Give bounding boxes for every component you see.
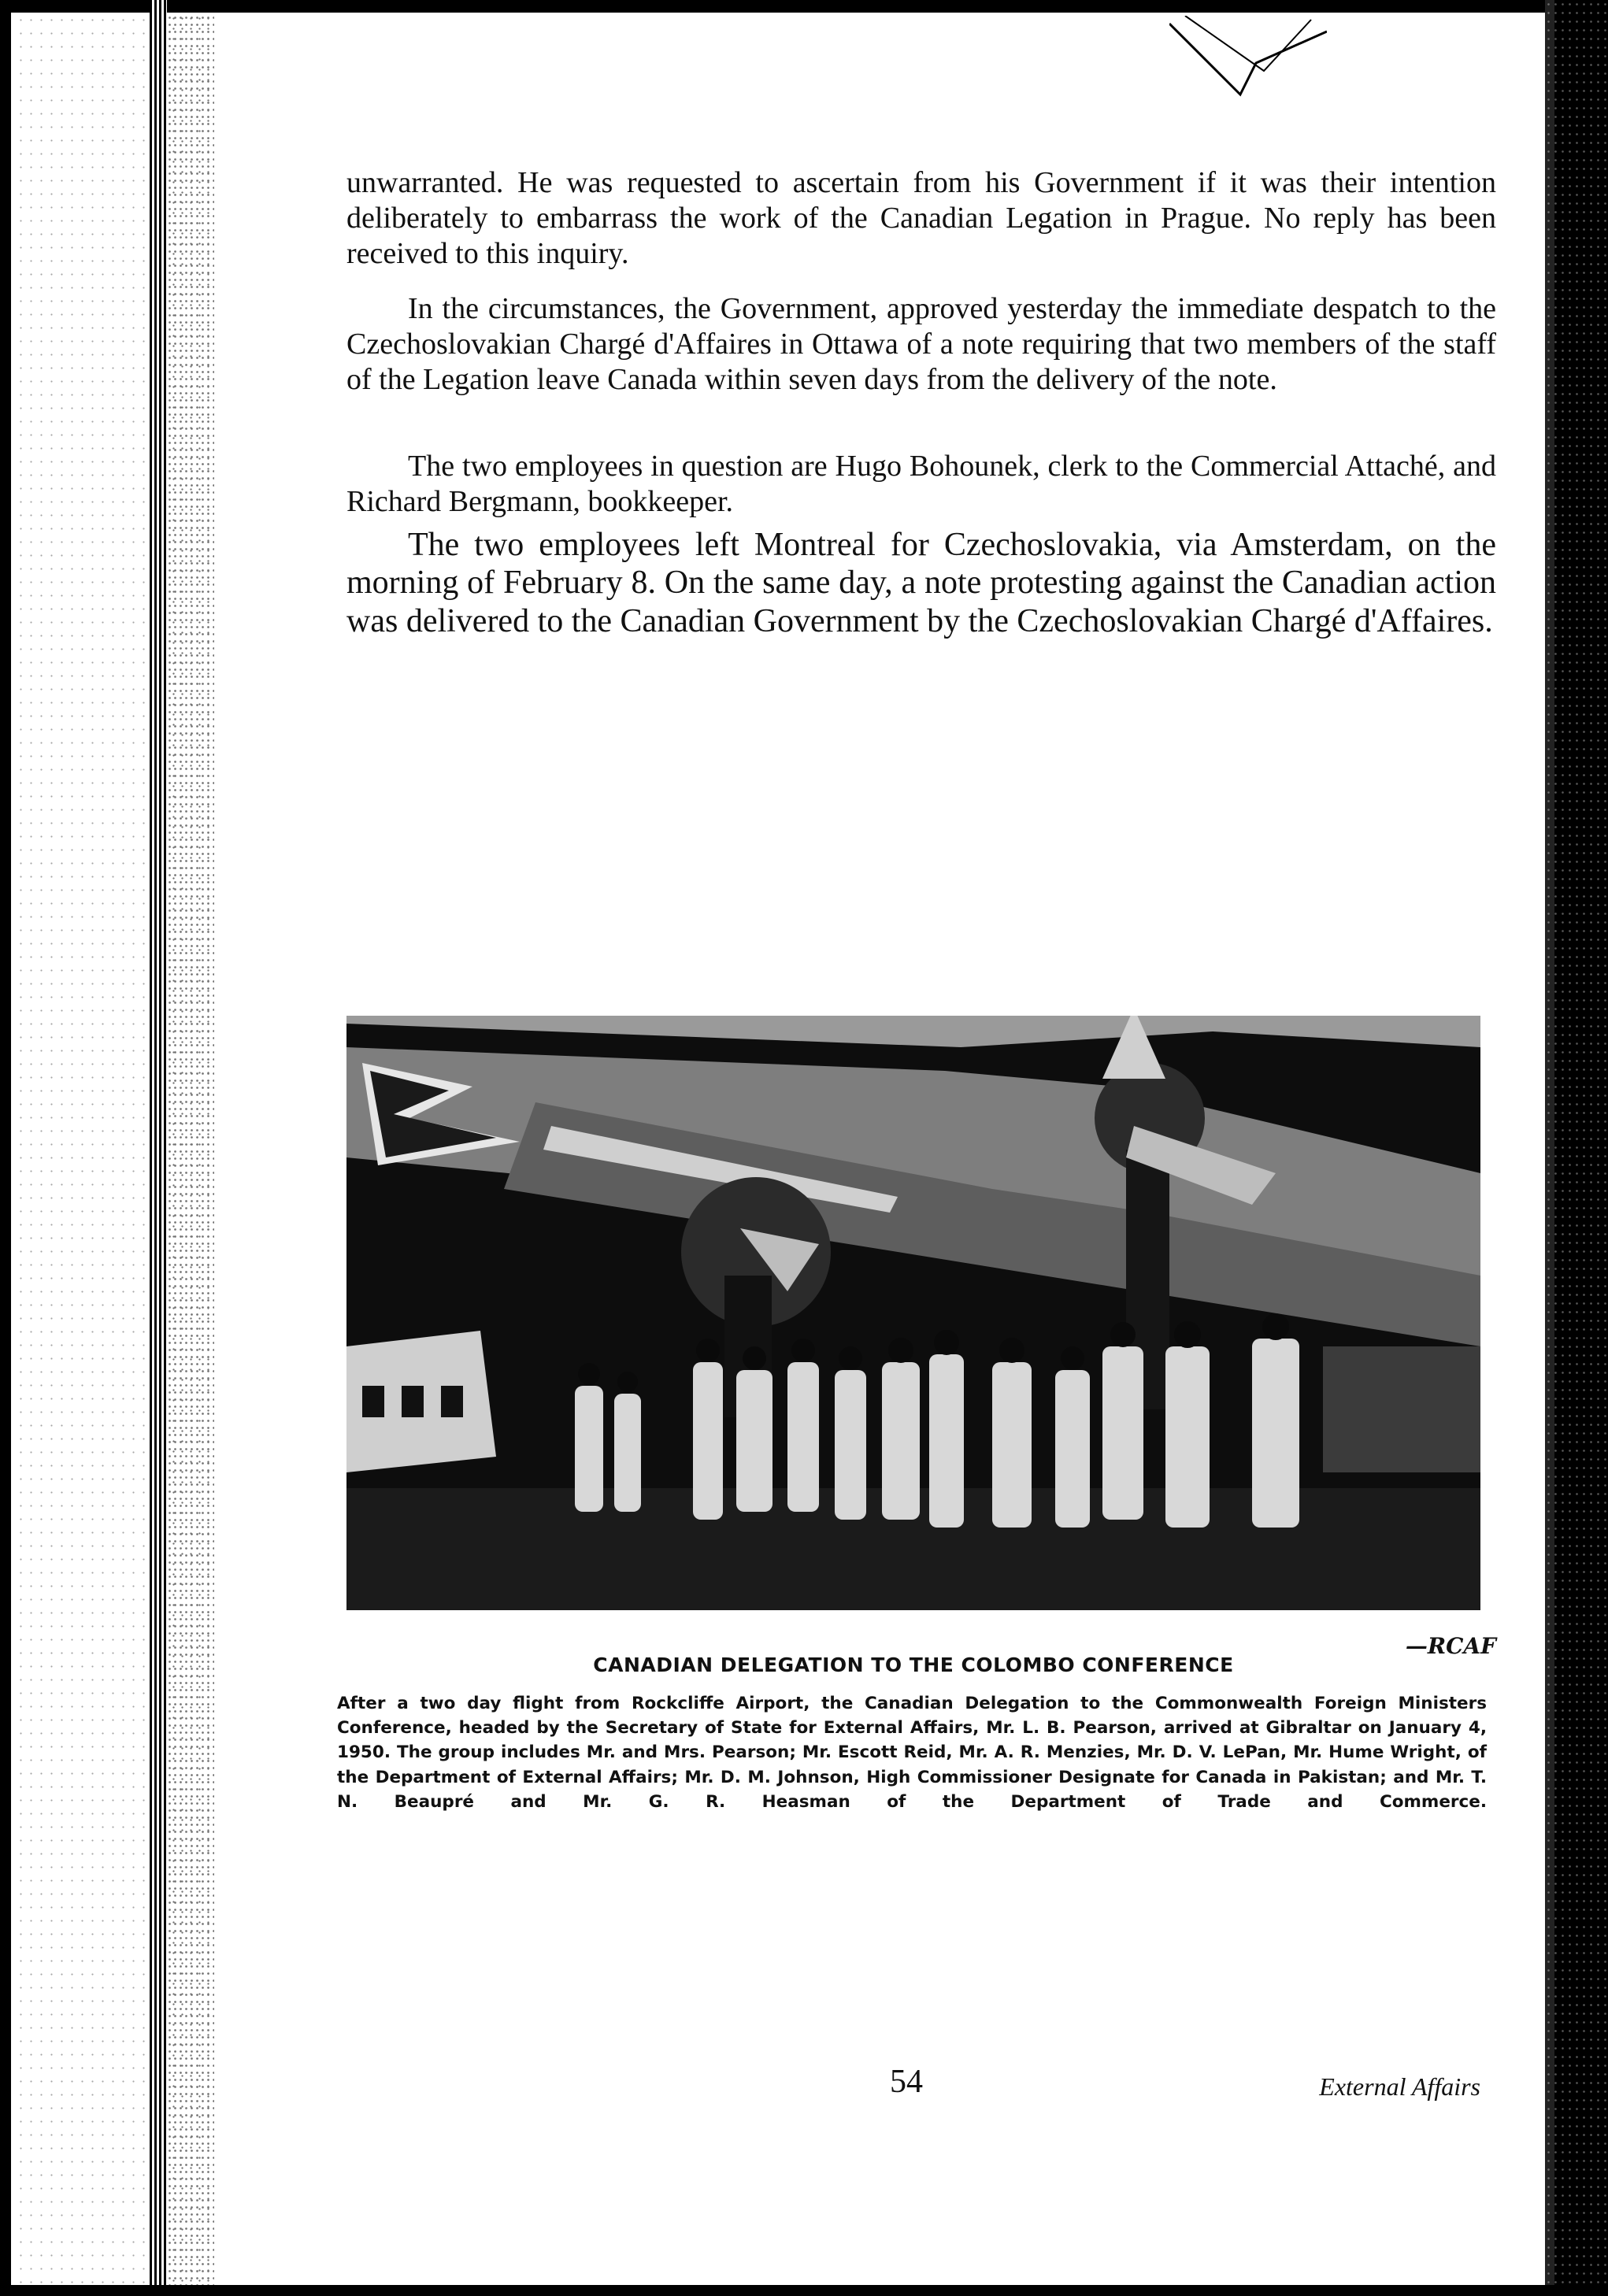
figure-caption: After a two day flight from Rockcliffe Airport, the Canadian Delegation to the Commonwealth Foreign Ministers Conference, headed by the Secretary of State for External Affairs, Mr. L. B. Pearson, arrived at Gibraltar on January 4, 1950. The group includes Mr. and Mrs. Pearson; Mr. Escott Reid, Mr. A. R. Menzies, Mr. D. V. LePan, Mr. Hume Wright, of the Department of External Affairs; Mr. D. M. Johnson, High Commissioner Designate for Canada in Pakistan; and Mr. T. N. Beaupré and Mr. G. R. Heasman of the Department of Trade and Commerce. xyxy=(337,1694,1487,1812)
binding-noise xyxy=(167,0,214,2296)
scan-left-edge xyxy=(0,0,11,2296)
photo-credit: —RCAF xyxy=(1405,1633,1496,1659)
binding-strip xyxy=(150,0,167,2296)
scan-bottom-edge xyxy=(0,2285,1608,2296)
body-paragraph-3 xyxy=(346,449,1496,520)
margin-noise xyxy=(16,0,150,2296)
delegation-photo xyxy=(346,1016,1480,1610)
publication-name: External Affairs xyxy=(1319,2072,1480,2101)
body-paragraph-4-text: The two employees left Montreal for Czechoslovakia, via Amsterdam, on the morning of February 8. On the same day, a note protesting against the Canadian action was delivered to the Canadian Government by the Czechoslovakian Chargé d'Affaires. xyxy=(346,527,1496,639)
aircraft-photo-drawing xyxy=(346,1016,1480,1610)
body-paragraph-3-text: The two employees in question are Hugo Bohounek, clerk to the Commercial Attaché, and Richard Bergmann, bookkeeper. xyxy=(346,450,1496,518)
page-number: 54 xyxy=(890,2064,923,2100)
scan-right-edge xyxy=(1545,0,1608,2296)
figure-title: CANADIAN DELEGATION TO THE COLOMBO CONFERENCE xyxy=(593,1653,1234,1676)
body-paragraph-2-text: In the circumstances, the Government, approved yesterday the immediate despatch to the Czechoslovakian Chargé d'Affaires in Ottawa of a note requiring that two members of the staff of the Legation leave Canada within seven days from the delivery of the note. xyxy=(346,292,1496,396)
body-paragraph-2 xyxy=(346,291,1496,397)
body-paragraph-1: unwarranted. He was requested to ascertain from his Government if it was their intention deliberately to embarrass the work of the Canadian Legation in Prague. No reply has been received to this inquiry. xyxy=(346,166,1496,270)
paper-crease-mark xyxy=(1169,16,1327,102)
body-paragraph-4 xyxy=(346,526,1496,640)
scan-top-edge xyxy=(0,0,1608,13)
